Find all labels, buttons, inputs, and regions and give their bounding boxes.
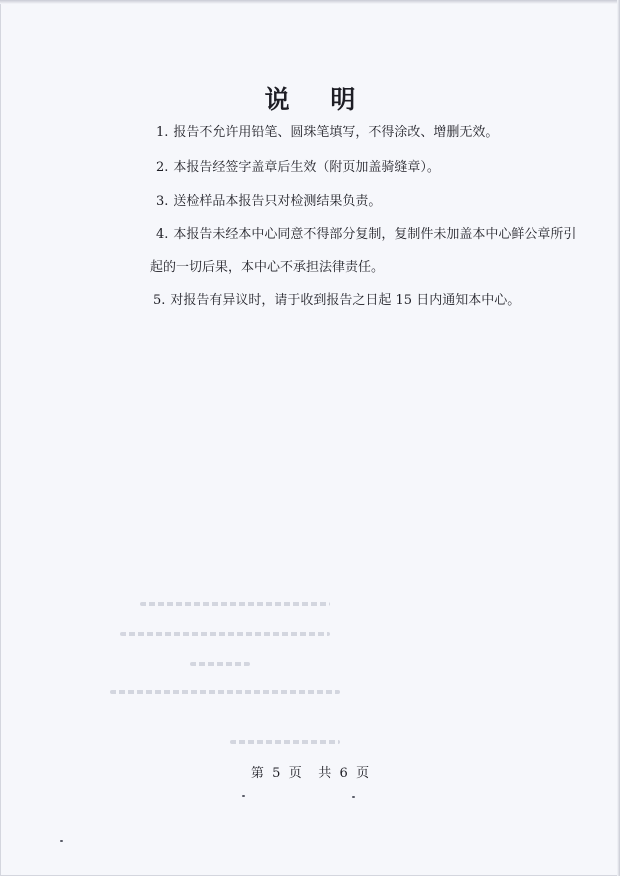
total-unit: 页 xyxy=(356,766,370,781)
note-text: 送检样品本报告只对检测结果负责。 xyxy=(173,194,382,209)
scan-speck xyxy=(242,795,245,797)
page-title: 说 明 xyxy=(264,85,372,114)
note-number: 1. xyxy=(156,125,169,140)
note-number: 2. xyxy=(156,160,169,175)
page-label: 第 xyxy=(250,766,264,781)
page-number: 5 xyxy=(272,766,281,781)
note-number: 5. xyxy=(153,293,166,308)
note-text: 起的一切后果，本中心不承担法律责任。 xyxy=(150,260,385,275)
scan-speck xyxy=(60,840,63,842)
show-through-line xyxy=(230,740,340,744)
show-through-line xyxy=(190,662,250,666)
note-text: 本报告未经本中心同意不得部分复制，复制件未加盖本中心鲜公章所引 xyxy=(173,227,577,242)
note-item-1 xyxy=(156,124,498,142)
note-item-3 xyxy=(156,193,381,211)
scan-speck xyxy=(352,796,355,798)
note-text: 对报告有异议时，请于收到报告之日起 15 日内通知本中心。 xyxy=(170,293,521,308)
show-through-line xyxy=(110,690,340,694)
note-item-5 xyxy=(153,292,520,310)
show-through-line xyxy=(120,632,330,636)
note-item-2 xyxy=(156,159,440,177)
note-text: 报告不允许用铅笔、圆珠笔填写，不得涂改、增删无效。 xyxy=(173,125,499,140)
total-label: 共 xyxy=(318,766,332,781)
total-pages: 6 xyxy=(339,766,348,781)
note-item-4-continuation xyxy=(150,259,384,277)
note-number: 4. xyxy=(156,227,169,242)
note-text: 本报告经签字盖章后生效（附页加盖骑缝章）。 xyxy=(173,160,440,175)
show-through-line xyxy=(140,602,330,606)
note-item-4 xyxy=(156,226,576,244)
page-unit: 页 xyxy=(288,766,302,781)
page-footer xyxy=(0,765,620,783)
show-through-text xyxy=(110,590,440,760)
note-number: 3. xyxy=(156,194,169,209)
